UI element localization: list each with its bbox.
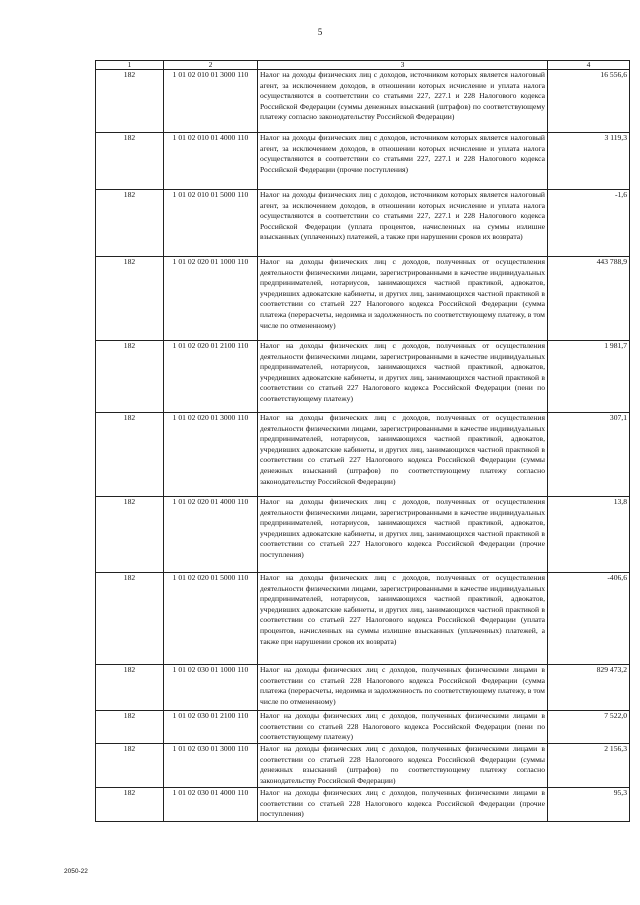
revenue-name: Налог на доходы физических лиц с доходов, источником которых является налоговый агент, за исключением доходов, в отношении которых исчисление и уплата налога осуществляются в соответствии со статьями 227, 227.1 и 228 Налогового кодекса Российской Федерации (уплата процентов, начисленных на суммы излишне взысканных (уплаченных) платежей, а также при нарушении сроков их возврата) (258, 190, 548, 257)
revenue-name: Налог на доходы физических лиц с доходов, полученных от осуществления деятельности физическими лицами, зарегистрированными в качестве индивидуальных предпринимателей, нотариусов, занимающихся частной практикой, адвокатов, учредивших адвокатские кабинеты, и других лиц, занимающихся частной практикой в соответствии со статьей 227 Налогового кодекса Российской Федерации (уплата процентов, начисленных на суммы излишне взысканных (уплаченных) платежей, а также при нарушении сроков их возврата) (258, 573, 548, 665)
table-row (96, 70, 630, 133)
revenue-table (95, 60, 630, 822)
amount: 16 556,6 (548, 70, 630, 133)
footer-document-code: 2050-22 (64, 868, 88, 875)
amount: 7 522,0 (548, 711, 630, 744)
revenue-name: Налог на доходы физических лиц с доходов, полученных физическими лицами в соответствии со статьей 228 Налогового кодекса Российской Федерации (сумма платежа (перерасчеты, недоимка и задолженность по соответствующему платежу, в том числе по отмененному) (258, 665, 548, 711)
admin-code: 182 (96, 413, 164, 497)
table-row (96, 744, 630, 788)
budget-class-code: 1 01 02 010 01 5000 110 (164, 190, 258, 257)
table-row (96, 665, 630, 711)
table-row (96, 711, 630, 744)
amount: 95,3 (548, 788, 630, 822)
revenue-name: Налог на доходы физических лиц с доходов, полученных физическими лицами в соответствии со статьей 228 Налогового кодекса Российской Федерации (прочие поступления) (258, 788, 548, 822)
header-col-4: 4 (548, 61, 630, 70)
revenue-name: Налог на доходы физических лиц с доходов, полученных от осуществления деятельности физическими лицами, зарегистрированными в качестве индивидуальных предпринимателей, нотариусов, занимающихся частной практикой, адвокатов, учредивших адвокатские кабинеты, и других лиц, занимающихся частной практикой в соответствии со статьей 227 Налогового кодекса Российской Федерации (суммы денежных взысканий (штрафов) по соответствующему платежу согласно законодательству Российской Федерации) (258, 413, 548, 497)
admin-code: 182 (96, 190, 164, 257)
table-row (96, 133, 630, 190)
table-row (96, 341, 630, 413)
budget-class-code: 1 01 02 030 01 1000 110 (164, 665, 258, 711)
amount: 829 473,2 (548, 665, 630, 711)
admin-code: 182 (96, 665, 164, 711)
amount: -406,6 (548, 573, 630, 665)
budget-class-code: 1 01 02 020 01 3000 110 (164, 413, 258, 497)
admin-code: 182 (96, 257, 164, 341)
amount: 1 981,7 (548, 341, 630, 413)
table-header-row (96, 61, 630, 70)
budget-class-code: 1 01 02 020 01 2100 110 (164, 341, 258, 413)
revenue-name: Налог на доходы физических лиц с доходов, источником которых является налоговый агент, за исключением доходов, в отношении которых исчисление и уплата налога осуществляются в соответствии со статьями 227, 227.1 и 228 Налогового кодекса Российской Федерации (суммы денежных взысканий (штрафов) по соответствующему платежу согласно законодательству Российской Федерации) (258, 70, 548, 133)
admin-code: 182 (96, 70, 164, 133)
header-col-1: 1 (96, 61, 164, 70)
amount: 307,1 (548, 413, 630, 497)
header-col-2: 2 (164, 61, 258, 70)
admin-code: 182 (96, 573, 164, 665)
amount: 2 156,3 (548, 744, 630, 788)
table-row (96, 257, 630, 341)
table-row (96, 190, 630, 257)
budget-class-code: 1 01 02 020 01 5000 110 (164, 573, 258, 665)
revenue-name: Налог на доходы физических лиц с доходов, источником которых является налоговый агент, за исключением доходов, в отношении которых исчисление и уплата налога осуществляются в соответствии со статьями 227, 227.1 и 228 Налогового кодекса Российской Федерации (прочие поступления) (258, 133, 548, 190)
admin-code: 182 (96, 744, 164, 788)
amount: 13,8 (548, 497, 630, 573)
amount: 3 119,3 (548, 133, 630, 190)
header-col-3: 3 (258, 61, 548, 70)
amount: -1,6 (548, 190, 630, 257)
revenue-name: Налог на доходы физических лиц с доходов, полученных от осуществления деятельности физическими лицами, зарегистрированными в качестве индивидуальных предпринимателей, нотариусов, занимающихся частной практикой, адвокатов, учредивших адвокатские кабинеты, и других лиц, занимающихся частной практикой в соответствии со статьей 227 Налогового кодекса Российской Федерации (пени по соответствующему платежу) (258, 341, 548, 413)
budget-class-code: 1 01 02 030 01 4000 110 (164, 788, 258, 822)
revenue-name: Налог на доходы физических лиц с доходов, полученных от осуществления деятельности физическими лицами, зарегистрированными в качестве индивидуальных предпринимателей, нотариусов, занимающихся частной практикой, адвокатов, учредивших адвокатские кабинеты, и других лиц, занимающихся частной практикой в соответствии со статьей 227 Налогового кодекса Российской Федерации (сумма платежа (перерасчеты, недоимка и задолженность по соответствующему платежу, в том числе по отмененному) (258, 257, 548, 341)
budget-class-code: 1 01 02 010 01 4000 110 (164, 133, 258, 190)
revenue-name: Налог на доходы физических лиц с доходов, полученных физическими лицами в соответствии со статьей 228 Налогового кодекса Российской Федерации (пени по соответствующему платежу) (258, 711, 548, 744)
admin-code: 182 (96, 711, 164, 744)
revenue-name: Налог на доходы физических лиц с доходов, полученных физическими лицами в соответствии со статьей 228 Налогового кодекса Российской Федерации (суммы денежных взысканий (штрафов) по соответствующему платежу согласно законодательству Российской Федерации) (258, 744, 548, 788)
table-row (96, 573, 630, 665)
amount: 443 788,9 (548, 257, 630, 341)
table-row (96, 413, 630, 497)
table-row (96, 497, 630, 573)
admin-code: 182 (96, 133, 164, 190)
admin-code: 182 (96, 341, 164, 413)
page-number: 5 (317, 27, 323, 37)
budget-class-code: 1 01 02 030 01 2100 110 (164, 711, 258, 744)
table-row (96, 788, 630, 822)
budget-class-code: 1 01 02 020 01 4000 110 (164, 497, 258, 573)
revenue-name: Налог на доходы физических лиц с доходов, полученных от осуществления деятельности физическими лицами, зарегистрированными в качестве индивидуальных предпринимателей, нотариусов, занимающихся частной практикой, адвокатов, учредивших адвокатские кабинеты, и других лиц, занимающихся частной практикой в соответствии со статьей 227 Налогового кодекса Российской Федерации (прочие поступления) (258, 497, 548, 573)
admin-code: 182 (96, 497, 164, 573)
budget-class-code: 1 01 02 030 01 3000 110 (164, 744, 258, 788)
budget-class-code: 1 01 02 020 01 1000 110 (164, 257, 258, 341)
budget-class-code: 1 01 02 010 01 3000 110 (164, 70, 258, 133)
admin-code: 182 (96, 788, 164, 822)
